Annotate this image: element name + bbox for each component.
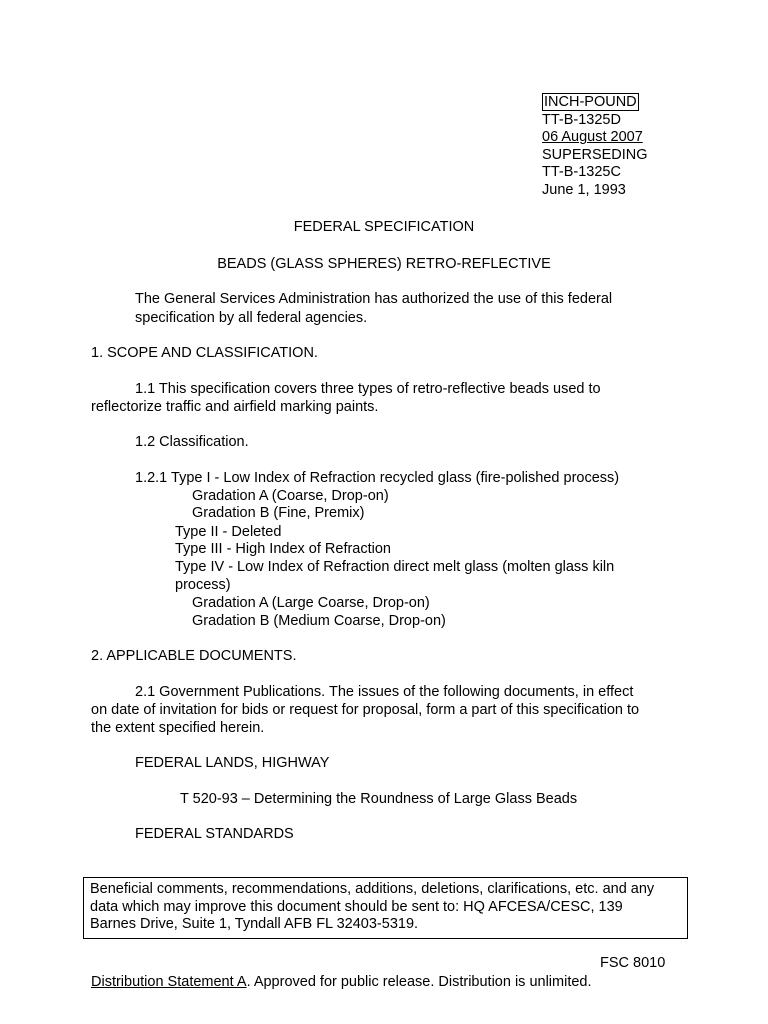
document-title: FEDERAL SPECIFICATION — [293, 219, 475, 235]
paragraph-1-2-1: 1.2.1 Type I - Low Index of Refraction recycled glass (fire-polished process) — [135, 470, 620, 486]
document-subtitle: BEADS (GLASS SPHERES) RETRO-REFLECTIVE — [217, 256, 551, 272]
comment-line-1: Beneficial comments, recommendations, additions, deletions, clarifications, etc. and any — [90, 881, 655, 897]
comment-line-3: Barnes Drive, Suite 1, Tyndall AFB FL 32403-5319. — [90, 916, 419, 932]
distribution-text: . Approved for public release. Distribution is unlimited. — [246, 974, 592, 990]
type-4-gradation-b: Gradation B (Medium Coarse, Drop-on) — [192, 613, 446, 629]
fsc-number: FSC 8010 — [600, 955, 666, 971]
type-1-gradation-b: Gradation B (Fine, Premix) — [192, 505, 365, 521]
doc-number: TT-B-1325D — [542, 111, 621, 128]
distribution-statement — [91, 974, 592, 992]
paragraph-1-2: 1.2 Classification. — [135, 434, 249, 450]
document-header — [542, 94, 648, 200]
superseding-label: SUPERSEDING — [542, 146, 648, 163]
paragraph-1-1-line-2: reflectorize traffic and airfield marking paints. — [91, 399, 379, 415]
federal-lands-heading: FEDERAL LANDS, HIGHWAY — [135, 755, 330, 771]
distribution-label: Distribution Statement A — [91, 974, 247, 990]
paragraph-2-1-line-3: the extent specified herein. — [91, 720, 265, 736]
comment-box — [83, 877, 688, 939]
section-1-heading: 1. SCOPE AND CLASSIFICATION. — [91, 345, 318, 361]
authorization-line-1: The General Services Administration has authorized the use of this federal — [135, 291, 613, 307]
type-2: Type II - Deleted — [175, 524, 282, 540]
t520-reference: T 520-93 – Determining the Roundness of Large Glass Beads — [180, 791, 578, 807]
type-4-gradation-a: Gradation A (Large Coarse, Drop-on) — [192, 595, 430, 611]
paragraph-2-1-line-1: 2.1 Government Publications. The issues of the following documents, in effect — [135, 684, 634, 700]
type-4-line-1: Type IV - Low Index of Refraction direct melt glass (molten glass kiln — [175, 559, 615, 575]
authorization-line-2: specification by all federal agencies. — [135, 310, 368, 326]
paragraph-1-1-line-1: 1.1 This specification covers three types of retro-reflective beads used to — [135, 381, 601, 397]
section-2-heading: 2. APPLICABLE DOCUMENTS. — [91, 648, 297, 664]
doc-date: 06 August 2007 — [542, 129, 643, 146]
type-4-line-2: process) — [175, 577, 231, 593]
paragraph-2-1-line-2: on date of invitation for bids or request for proposal, form a part of this specification to — [91, 702, 640, 718]
federal-standards-heading: FEDERAL STANDARDS — [135, 826, 294, 842]
comment-line-2: data which may improve this document should be sent to: HQ AFCESA/CESC, 139 — [90, 898, 623, 915]
superseded-number: TT-B-1325C — [542, 164, 621, 181]
type-1-gradation-a: Gradation A (Coarse, Drop-on) — [192, 488, 389, 504]
doc-type-label: INCH-POUND — [544, 94, 637, 110]
type-3: Type III - High Index of Refraction — [175, 541, 391, 557]
superseded-date: June 1, 1993 — [542, 181, 626, 198]
